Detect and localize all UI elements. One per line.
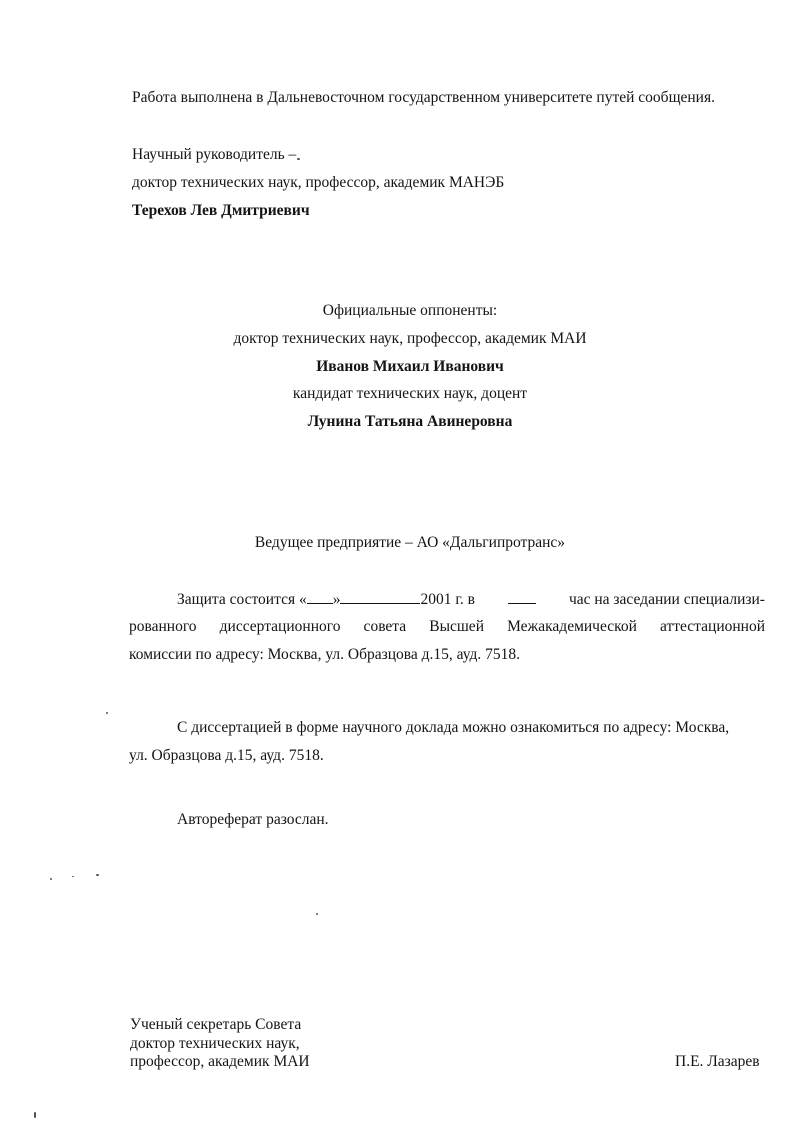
supervisor-degree: доктор технических наук, профессор, академик МАНЭБ (132, 174, 505, 191)
secretary-title-2: доктор технических наук, (130, 1035, 300, 1052)
supervisor-name: Терехов Лев Дмитриевич (132, 202, 310, 219)
scan-speck (34, 1112, 36, 1118)
day-blank (307, 589, 333, 604)
opponent-1-name: Иванов Михаил Иванович (316, 358, 504, 375)
defense-line-1 (177, 589, 765, 610)
scan-speck (106, 712, 108, 714)
abstract-sent-line: Автореферат разослан. (177, 811, 329, 828)
work-performed-line: Работа выполнена в Дальневосточном государственном университете путей сообщения. (132, 89, 715, 106)
month-blank (340, 589, 420, 604)
defense-line-2: рованного диссертационного совета Высшей Межакадемической аттестационной (129, 618, 765, 635)
scan-speck (316, 913, 318, 915)
report-line-1: С диссертацией в форме научного доклада можно ознакомиться по адресу: Москва, (177, 719, 730, 736)
defense-line-3: комиссии по адресу: Москва, ул. Образцова д.15, ауд. 7518. (129, 646, 521, 663)
scan-speck (96, 874, 99, 876)
opponent-1-degree: доктор технических наук, профессор, академик МАИ (233, 330, 587, 347)
hour-blank (508, 589, 536, 604)
supervisor-role: Научный руководитель – (132, 146, 297, 163)
report-line-2: ул. Образцова д.15, ауд. 7518. (129, 747, 324, 764)
defense-text-end: час на заседании специализи- (568, 591, 765, 608)
lead-organization: Ведущее предприятие – АО «Дальгипротранс» (254, 534, 566, 551)
defense-year: 2001 г. в (420, 591, 476, 608)
defense-quote-close: » (332, 591, 341, 608)
scan-speck (297, 158, 300, 160)
defense-text-start: Защита состоится « (177, 591, 307, 608)
scan-speck (72, 876, 74, 877)
opponent-2-degree: кандидат технических наук, доцент (292, 385, 528, 402)
opponents-heading: Официальные оппоненты: (322, 302, 498, 319)
opponent-2-name: Лунина Татьяна Авинеровна (307, 413, 513, 430)
secretary-title-3: профессор, академик МАИ (130, 1053, 310, 1070)
secretary-name: П.Е. Лазарев (675, 1053, 760, 1070)
scan-speck (50, 878, 52, 880)
secretary-title-1: Ученый секретарь Совета (130, 1016, 302, 1033)
